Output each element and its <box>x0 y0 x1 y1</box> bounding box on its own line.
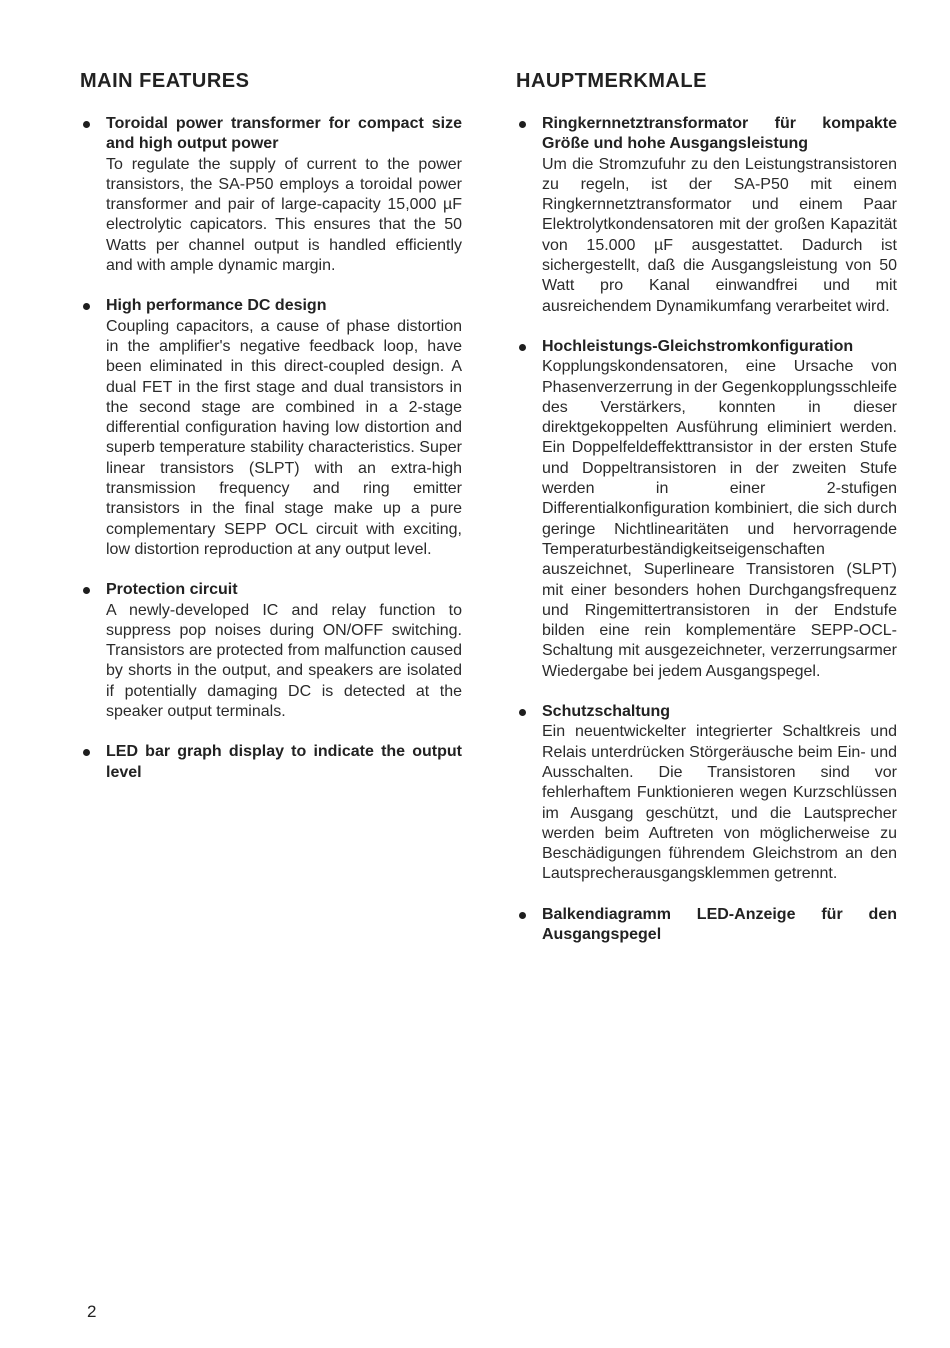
english-heading: MAIN FEATURES <box>80 70 250 92</box>
feature-item <box>516 114 897 317</box>
bullet-icon <box>83 303 90 310</box>
feature-body: Ein neuentwickelter integrierter Schaltkreis und Relais unterdrücken Störgeräusche beim Ein- und Ausschalten. Die Transistoren sind vor fehlerhaftem Funktionieren wegen Kurzschlüssen im Ausgang geschützt, und die Lautsprecher werden beim Auftreten von möglicherweise zu Beschädigungen führendem Gleichstrom an den Lautsprecherausgangsklemmen getrennt. <box>542 723 897 883</box>
feature-title: Balkendiagramm LED-Anzeige für den Ausgangspegel <box>542 905 897 943</box>
feature-item <box>516 702 897 885</box>
feature-title: Schutzschaltung <box>542 703 671 721</box>
german-heading: HAUPTMERKMALE <box>516 70 707 92</box>
feature-item <box>80 742 462 783</box>
feature-title: Ringkernnetztransformator für kompakte Größe und hohe Ausgangsleistung <box>542 115 897 153</box>
bullet-icon <box>83 121 90 128</box>
feature-body: Coupling capacitors, a cause of phase distortion in the amplifier's negative feedback loop, have been eliminated in this direct-coupled design. A dual FET in the first stage and dual transistors in the second stage are combined in a 2-stage differential configuration having low distortion and superb temperature stability characteristics. Super linear transistors (SLPT) with an extra-high transmission frequency and ring emitter transistors in the final stage make up a pure complementary SEPP OCL circuit with exciting, low distortion reproduction at any output level. <box>106 317 462 558</box>
feature-body: Um die Stromzufuhr zu den Leistungstransistoren zu regeln, ist der SA-P50 mit einem Ringkernnetztransformator und einem Paar Elektrolytkondensatoren mit der großen Kapazität von 15.000 µF ausgestattet. Dadurch ist sichergestellt, daß die Ausgangsleistung von 50 Watt pro Kanal einwandfrei und mit ausreichendem Dynamikumfang verarbeitet wird. <box>542 155 897 315</box>
feature-body: A newly-developed IC and relay function to suppress pop noises during ON/OFF switching. Transistors are protected from malfunction caused by shorts in the output, and speakers are isolated if potentially damaging DC is detected at the speaker output terminals. <box>106 601 463 721</box>
page-number: 2 <box>87 1302 97 1321</box>
bullet-icon <box>83 587 90 594</box>
feature-body: Kopplungskondensatoren, eine Ursache von Phasenverzerrung in der Gegenkopplungsschleife des Verstärkers, konnten in dieser direktgekoppelten Ausführung eliminiert werden. Ein Doppelfeldeffekttransistor in der ersten Stufe und Doppeltransistoren in der zweiten Stufe werden in einer 2-stufigen Differentialkonfiguration kombiniert, die sich durch geringe Nichtlinearitäten und hervorragende Temperaturbeständigkeitseigenschaften auszeichnet, Superlineare Transistoren (SLPT) mit einer besonders hohen Durchgangsfrequenz und Ringemittertransistoren in der Endstufe bilden eine rein komplementäre SEPP-OCL-Schaltung mit ausgezeichneter, verzerrungsarmer Wiedergabe bei jedem Ausgangspegel. <box>542 358 897 680</box>
feature-item <box>80 296 462 560</box>
bullet-icon <box>519 912 526 919</box>
feature-title: Toroidal power transformer for compact size and high output power <box>106 115 462 153</box>
feature-title: High performance DC design <box>106 297 327 315</box>
bullet-icon <box>83 749 90 756</box>
feature-title: LED bar graph display to indicate the output level <box>106 743 462 781</box>
feature-title: Protection circuit <box>106 581 238 599</box>
feature-body: To regulate the supply of current to the power transistors, the SA-P50 employs a toroidal power transformer and pair of large-capacity 15,000 µF electrolytic capicators. This ensures that the 50 Watts per channel output is handled efficiently and with ample dynamic margin. <box>106 155 462 275</box>
feature-item <box>516 337 897 682</box>
feature-item <box>80 580 462 722</box>
bullet-icon <box>519 344 526 351</box>
bullet-icon <box>519 709 526 716</box>
feature-item <box>516 905 897 946</box>
feature-item <box>80 114 462 276</box>
german-feature-list <box>516 114 897 965</box>
english-feature-list <box>80 114 462 803</box>
bullet-icon <box>519 121 526 128</box>
feature-title: Hochleistungs-Gleichstromkonfiguration <box>542 337 854 355</box>
